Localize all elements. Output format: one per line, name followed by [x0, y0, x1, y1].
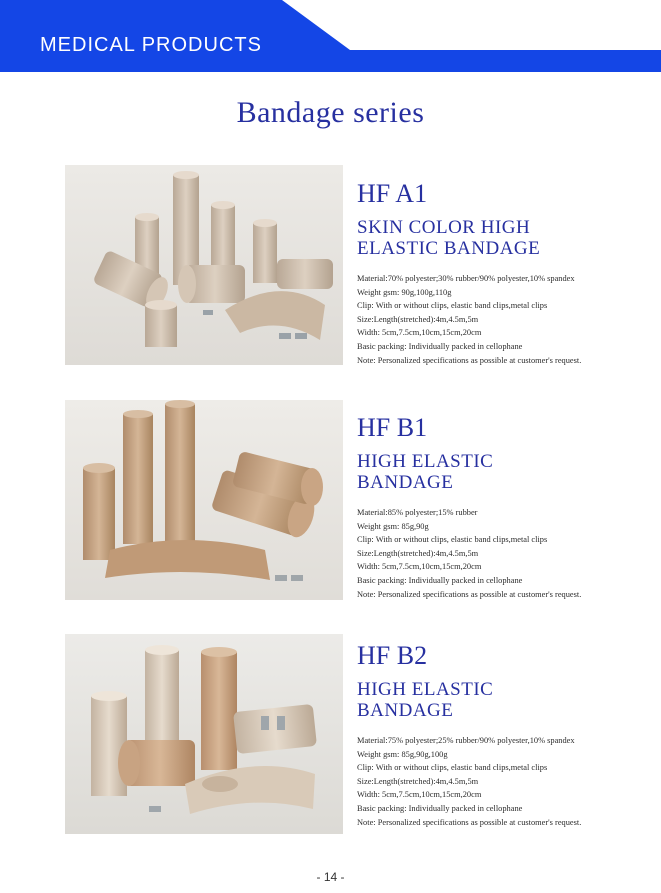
- product-name-line-1: HIGH ELASTIC: [357, 451, 494, 472]
- product-photo: [65, 165, 343, 365]
- product-code: HF B2: [357, 641, 428, 670]
- spec-weight: Weight gsm: 85g,90g,100g: [357, 749, 448, 759]
- spec-size: Size:Length(stretched):4m,4.5m,5m: [357, 314, 479, 324]
- product-name: [357, 679, 647, 721]
- product-photo: [65, 400, 343, 600]
- spec-weight: Weight gsm: 85g,90g: [357, 521, 429, 531]
- spec-size: Size:Length(stretched):4m,4.5m,5m: [357, 776, 479, 786]
- spec-note: Note: Personalized specifications as possible at customer's request.: [357, 589, 582, 599]
- spec-width: Width: 5cm,7.5cm,10cm,15cm,20cm: [357, 562, 482, 572]
- spec-clip: Clip: With or without clips, elastic band clips,metal clips: [357, 535, 548, 545]
- product-name-line-1: SKIN COLOR HIGH: [357, 217, 531, 238]
- spec-packing: Basic packing: Individually packed in cellophane: [357, 803, 523, 813]
- spec-clip: Clip: With or without clips, elastic band clips,metal clips: [357, 763, 548, 773]
- spec-packing: Basic packing: Individually packed in cellophane: [357, 341, 523, 351]
- product-text: [357, 179, 647, 367]
- product-name: [357, 451, 647, 493]
- product-code: HF A1: [357, 179, 428, 208]
- product-text: [357, 413, 647, 601]
- spec-note: Note: Personalized specifications as possible at customer's request.: [357, 817, 582, 827]
- product-name-line-2: ELASTIC BANDAGE: [357, 238, 541, 259]
- product-name: [357, 217, 647, 259]
- spec-material: Material:85% polyester;15% rubber: [357, 508, 478, 517]
- product-name-line-1: HIGH ELASTIC: [357, 679, 494, 700]
- spec-list: [357, 734, 647, 829]
- spec-width: Width: 5cm,7.5cm,10cm,15cm,20cm: [357, 790, 482, 800]
- spec-size: Size:Length(stretched):4m,4.5m,5m: [357, 548, 479, 558]
- spec-width: Width: 5cm,7.5cm,10cm,15cm,20cm: [357, 328, 482, 338]
- spec-material: Material:70% polyester;30% rubber/90% polyester,10% spandex: [357, 274, 575, 283]
- spec-packing: Basic packing: Individually packed in cellophane: [357, 575, 523, 585]
- spec-note: Note: Personalized specifications as possible at customer's request.: [357, 355, 582, 365]
- page-number: - 14 -: [316, 870, 345, 884]
- spec-list: [357, 272, 647, 367]
- product-code: HF B1: [357, 413, 428, 442]
- product-photo: [65, 634, 343, 834]
- spec-list: [357, 506, 647, 601]
- spec-clip: Clip: With or without clips, elastic band clips,metal clips: [357, 301, 548, 311]
- spec-weight: Weight gsm: 90g,100g,110g: [357, 287, 452, 297]
- product-text: [357, 641, 647, 829]
- header-title: MEDICAL PRODUCTS: [40, 34, 262, 56]
- page-title: Bandage series: [236, 96, 425, 129]
- product-name-line-2: BANDAGE: [357, 700, 454, 721]
- spec-material: Material:75% polyester;25% rubber/90% polyester,10% spandex: [357, 736, 575, 745]
- product-name-line-2: BANDAGE: [357, 472, 454, 493]
